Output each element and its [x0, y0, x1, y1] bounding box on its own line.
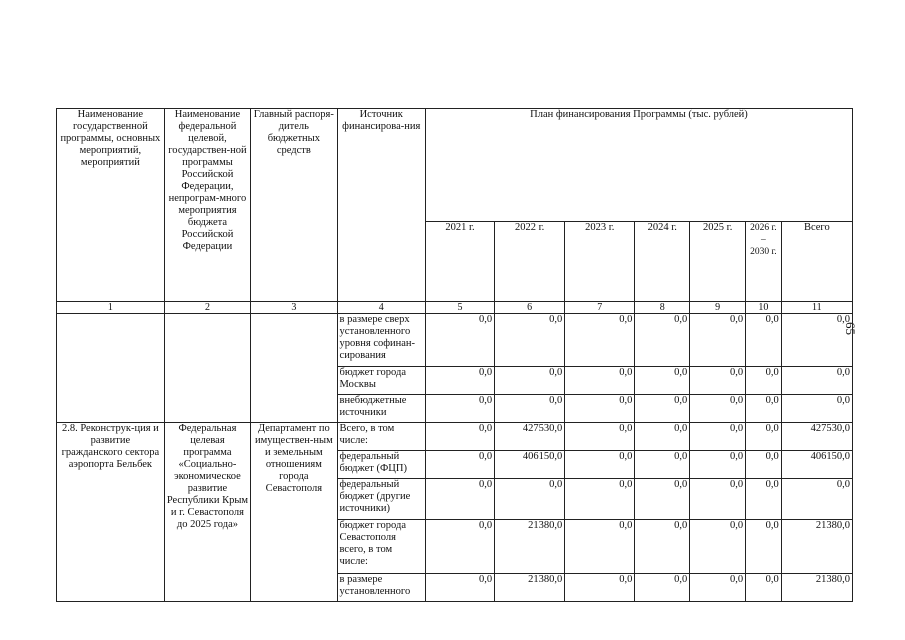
header-name: Наименование государственной программы, основных мероприятий, мероприятий — [57, 109, 165, 302]
value-cell: 0,0 — [690, 574, 746, 602]
value-cell: 0,0 — [690, 451, 746, 479]
value-cell: 0,0 — [565, 574, 635, 602]
value-cell: 0,0 — [746, 423, 782, 451]
source-cell: бюджет города Севастополя всего, в том числе: — [337, 520, 425, 574]
value-cell: 0,0 — [746, 574, 782, 602]
source-cell: в размере установленного — [337, 574, 425, 602]
header-source: Источник финансирова-ния — [337, 109, 425, 302]
table-row — [57, 314, 853, 367]
value-cell: 0,0 — [746, 520, 782, 574]
empty-manager-cell — [251, 314, 337, 423]
table-row — [57, 423, 853, 451]
value-cell: 0,0 — [781, 314, 852, 367]
value-cell: 0,0 — [781, 395, 852, 423]
header-plan: План финансирования Программы (тыс. рублей) — [425, 109, 852, 222]
value-cell: 0,0 — [425, 367, 494, 395]
value-cell: 0,0 — [690, 520, 746, 574]
value-cell: 0,0 — [425, 451, 494, 479]
value-cell: 21380,0 — [781, 520, 852, 574]
header-year-2025: 2025 г. — [690, 222, 746, 302]
value-cell: 0,0 — [425, 314, 494, 367]
column-number: 6 — [495, 302, 565, 314]
value-cell: 0,0 — [565, 451, 635, 479]
column-number: 1 — [57, 302, 165, 314]
financing-table — [56, 108, 853, 602]
header-year-range — [746, 222, 782, 302]
source-cell: федеральный бюджет (другие источники) — [337, 479, 425, 520]
header-year-2023: 2023 г. — [565, 222, 635, 302]
range-to: 2030 г. — [750, 247, 777, 257]
value-cell: 0,0 — [495, 395, 565, 423]
value-cell: 427530,0 — [781, 423, 852, 451]
value-cell: 0,0 — [781, 479, 852, 520]
value-cell: 0,0 — [746, 367, 782, 395]
source-cell: федеральный бюджет (ФЦП) — [337, 451, 425, 479]
value-cell: 0,0 — [635, 574, 690, 602]
column-number: 11 — [781, 302, 852, 314]
column-number: 2 — [164, 302, 250, 314]
header-federal-program: Наименование федеральной целевой, государствен-ной программы Российской Федерации, непрограм-много мероприятия бюджета Российской Федерации — [164, 109, 250, 302]
value-cell: 0,0 — [690, 423, 746, 451]
value-cell: 0,0 — [495, 314, 565, 367]
column-number: 8 — [635, 302, 690, 314]
value-cell: 406150,0 — [781, 451, 852, 479]
value-cell: 0,0 — [565, 395, 635, 423]
value-cell: 0,0 — [690, 395, 746, 423]
range-dash: – — [761, 235, 766, 245]
column-number: 7 — [565, 302, 635, 314]
column-number: 9 — [690, 302, 746, 314]
source-cell: внебюджетные источники — [337, 395, 425, 423]
empty-name-cell — [57, 314, 165, 423]
range-from: 2026 г. — [750, 223, 777, 233]
value-cell: 0,0 — [425, 520, 494, 574]
value-cell: 0,0 — [425, 574, 494, 602]
value-cell: 427530,0 — [495, 423, 565, 451]
value-cell: 406150,0 — [495, 451, 565, 479]
value-cell: 0,0 — [781, 367, 852, 395]
item-name-cell: 2.8. Реконструк-ция и развитие гражданского сектора аэропорта Бельбек — [57, 423, 165, 602]
item-manager-cell: Департамент по имуществен-ным и земельным отношениям города Севастополя — [251, 423, 337, 602]
header-total: Всего — [781, 222, 852, 302]
value-cell: 0,0 — [565, 479, 635, 520]
value-cell: 0,0 — [565, 423, 635, 451]
value-cell: 21380,0 — [495, 574, 565, 602]
value-cell: 0,0 — [565, 367, 635, 395]
header-year-2022: 2022 г. — [495, 222, 565, 302]
item-program-cell: Федеральная целевая программа «Социально-экономическое развитие Республики Крым и г. Севастополя до 2025 года» — [164, 423, 250, 602]
value-cell: 0,0 — [635, 520, 690, 574]
header-year-2021: 2021 г. — [425, 222, 494, 302]
value-cell: 0,0 — [425, 479, 494, 520]
value-cell: 0,0 — [495, 479, 565, 520]
value-cell: 0,0 — [746, 479, 782, 520]
empty-program-cell — [164, 314, 250, 423]
value-cell: 0,0 — [425, 423, 494, 451]
value-cell: 0,0 — [746, 314, 782, 367]
source-cell: Всего, в том числе: — [337, 423, 425, 451]
value-cell: 21380,0 — [495, 520, 565, 574]
value-cell: 21380,0 — [781, 574, 852, 602]
value-cell: 0,0 — [635, 395, 690, 423]
value-cell: 0,0 — [635, 423, 690, 451]
page-number: 65 — [843, 322, 858, 335]
value-cell: 0,0 — [635, 451, 690, 479]
column-number-row — [57, 302, 853, 314]
value-cell: 0,0 — [635, 479, 690, 520]
source-cell: бюджет города Москвы — [337, 367, 425, 395]
value-cell: 0,0 — [565, 314, 635, 367]
value-cell: 0,0 — [746, 451, 782, 479]
value-cell: 0,0 — [690, 314, 746, 367]
column-number: 4 — [337, 302, 425, 314]
column-number: 10 — [746, 302, 782, 314]
value-cell: 0,0 — [635, 367, 690, 395]
value-cell: 0,0 — [635, 314, 690, 367]
column-number: 3 — [251, 302, 337, 314]
header-year-2024: 2024 г. — [635, 222, 690, 302]
source-cell: в размере сверх установленного уровня софинан-сирования — [337, 314, 425, 367]
column-number: 5 — [425, 302, 494, 314]
value-cell: 0,0 — [690, 479, 746, 520]
value-cell: 0,0 — [565, 520, 635, 574]
value-cell: 0,0 — [495, 367, 565, 395]
header-budget-manager: Главный распоря-дитель бюджетных средств — [251, 109, 337, 302]
value-cell: 0,0 — [425, 395, 494, 423]
value-cell: 0,0 — [690, 367, 746, 395]
value-cell: 0,0 — [746, 395, 782, 423]
